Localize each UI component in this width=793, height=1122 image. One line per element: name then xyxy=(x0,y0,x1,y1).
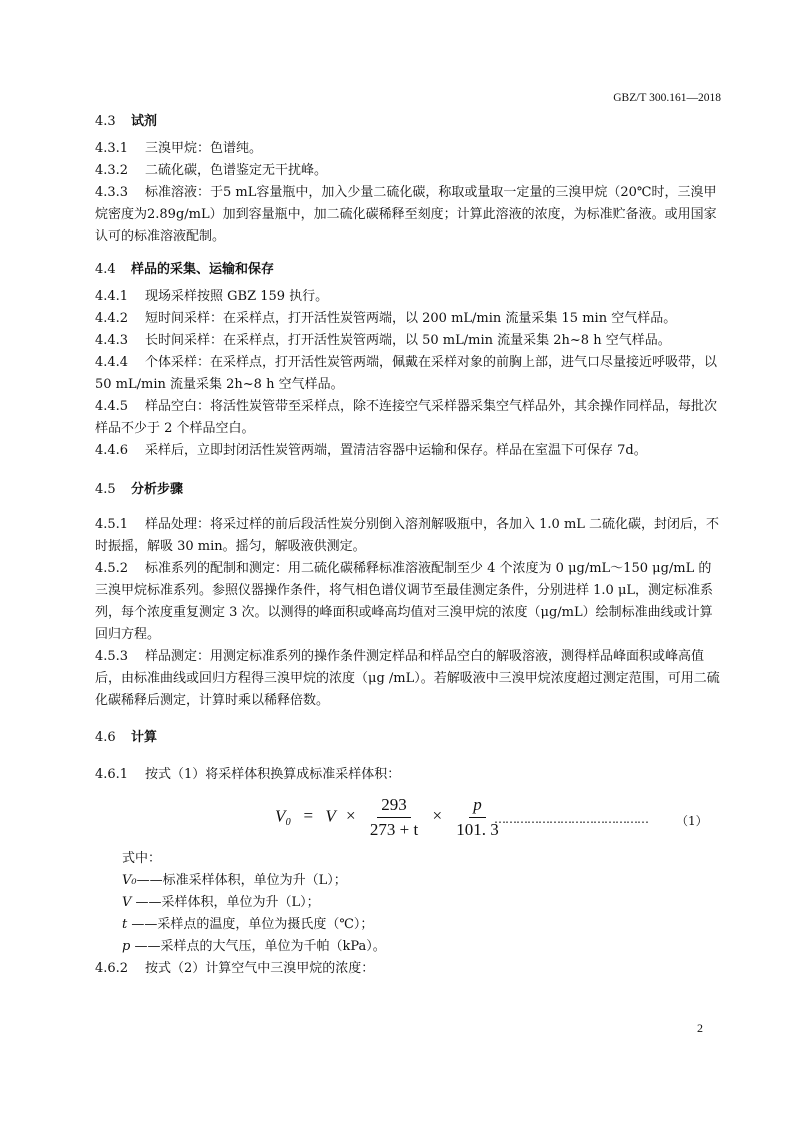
formula-times: × xyxy=(346,806,356,826)
variable-symbol: t xyxy=(122,917,128,932)
formula-volume: V xyxy=(325,806,336,826)
paragraph-4-4-4 xyxy=(95,352,720,396)
clause-text: 按式（2）计算空气中三溴甲烷的浓度： xyxy=(145,961,375,976)
clause-text: 个体采样：在采样点，打开活性炭管两端，佩戴在采样对象的前胸上部，进气口尽量接近呼吸带，以 50 mL/min 流量采集 2h~8 h 空气样品。 xyxy=(95,355,718,392)
section-title: 样品的采集、运输和保存 xyxy=(131,262,275,277)
variable-description: ——标准采样体积，单位为升（L）； xyxy=(136,873,347,888)
clause-number: 4.4.5 xyxy=(95,399,129,414)
clause-number: 4.4.6 xyxy=(95,443,129,458)
section-number: 4.3 xyxy=(95,114,116,129)
variable-p xyxy=(122,936,747,958)
paragraph-4-3-1 xyxy=(95,138,720,160)
formula-leader-dots: …………………………………… xyxy=(494,812,648,826)
clause-number: 4.4.1 xyxy=(95,289,129,304)
variable-v xyxy=(122,892,747,914)
clause-number: 4.5.2 xyxy=(95,561,129,576)
document-code: GBZ/T 300.161—2018 xyxy=(613,92,721,104)
clause-number: 4.3.1 xyxy=(95,141,129,156)
paragraph-4-6-1 xyxy=(95,764,720,786)
section-title: 分析步骤 xyxy=(131,482,184,497)
clause-number: 4.6.2 xyxy=(95,961,129,976)
paragraph-4-4-3 xyxy=(95,330,720,352)
section-number: 4.4 xyxy=(95,262,116,277)
page-number: 2 xyxy=(697,1021,703,1035)
section-heading-4-4 xyxy=(95,258,274,277)
section-title: 计算 xyxy=(131,730,158,745)
clause-text: 标准溶液：于5 mL容量瓶中，加入少量二硫化碳，称取或量取一定量的三溴甲烷（20℃时，三溴甲烷密度为2.89g/mL）加到容量瓶中，加二硫化碳稀释至刻度；计算此溶液的浓度，为标准贮备液。或用国家认可的标准溶液配制。 xyxy=(95,185,717,244)
section-heading-4-5 xyxy=(95,478,183,497)
fraction-numerator: p xyxy=(469,795,486,818)
clause-text: 采样后，立即封闭活性炭管两端，置清洁容器中运输和保存。样品在室温下可保存 7d。 xyxy=(145,443,647,458)
clause-text: 标准系列的配制和测定：用二硫化碳稀释标准溶液配制至少 4 个浓度为 0 μg/mL～150 μg/mL 的三溴甲烷标准系列。参照仪器操作条件，将气相色谱仪调节至最佳测定条件，分别进样 1.0 μL，测定标准系列，每个浓度重复测定 3 次。以测得的峰面积或峰高均值对三溴甲烷的浓度（μg/mL）绘制标准曲线或计算回归方程。 xyxy=(95,561,714,642)
clause-text: 现场采样按照 GBZ 159 执行。 xyxy=(145,289,329,304)
variable-description: ——采样体积，单位为升（L）； xyxy=(131,895,320,910)
section-heading-4-3 xyxy=(95,110,157,129)
variable-symbol: p xyxy=(122,939,131,954)
clause-text: 样品测定：用测定标准系列的操作条件测定样品和样品空白的解吸溶液，测得样品峰面积或峰高值后，由标准曲线或回归方程得三溴甲烷的浓度（μg /mL）。若解吸液中三溴甲烷浓度超过测定范围，可用二硫化碳稀释后测定，计算时乘以稀释倍数。 xyxy=(95,649,720,708)
variable-symbol: V xyxy=(122,895,132,910)
clause-number: 4.5.1 xyxy=(95,517,129,532)
fraction-numerator: 293 xyxy=(377,795,411,818)
paragraph-4-4-5 xyxy=(95,396,720,440)
clause-text: 短时间采样：在采样点，打开活性炭管两端，以 200 mL/min 流量采集 15 min 空气样品。 xyxy=(145,311,677,326)
paragraph-4-5-1 xyxy=(95,514,720,558)
variable-description: ——采样点的大气压，单位为千帕（kPa）。 xyxy=(130,939,386,954)
clause-number: 4.3.2 xyxy=(95,163,129,178)
formula-equation-number: （1） xyxy=(676,814,708,828)
variable-symbol: V₀ xyxy=(122,873,137,888)
formula-lhs: V₀ xyxy=(275,806,292,826)
clause-text: 长时间采样：在采样点，打开活性炭管两端，以 50 mL/min 流量采集 2h~8 h 空气样品。 xyxy=(145,333,671,348)
paragraph-4-6-2 xyxy=(95,958,720,980)
fraction-temperature xyxy=(366,795,422,840)
section-number: 4.5 xyxy=(95,482,116,497)
variable-t xyxy=(122,914,747,936)
variable-description: ——采样点的温度，单位为摄氏度（℃）； xyxy=(127,917,374,932)
clause-number: 4.6.1 xyxy=(95,767,129,782)
clause-number: 4.4.3 xyxy=(95,333,129,348)
clause-number: 4.4.2 xyxy=(95,311,129,326)
formula-equals: = xyxy=(303,806,314,826)
section-number: 4.6 xyxy=(95,730,116,745)
formula-where-label: 式中： xyxy=(122,851,162,866)
variable-v0 xyxy=(122,870,747,892)
paragraph-4-4-6 xyxy=(95,440,720,462)
section-heading-4-6 xyxy=(95,726,157,745)
paragraph-4-4-1 xyxy=(95,286,720,308)
clause-number: 4.4.4 xyxy=(95,355,129,370)
fraction-denominator: 273 + t xyxy=(369,820,419,839)
fraction-denominator: 101. 3 xyxy=(456,820,499,839)
paragraph-4-3-2 xyxy=(95,160,720,182)
formula-1 xyxy=(275,795,503,840)
paragraph-4-5-3 xyxy=(95,646,720,712)
paragraph-4-5-2 xyxy=(95,558,720,646)
paragraph-4-4-2 xyxy=(95,308,720,330)
paragraph-4-3-3 xyxy=(95,182,720,248)
clause-text: 样品空白：将活性炭管带至采样点，除不连接空气采样器采集空气样品外，其余操作同样品，每批次样品不少于 2 个样品空白。 xyxy=(95,399,718,436)
clause-number: 4.5.3 xyxy=(95,649,129,664)
clause-number: 4.3.3 xyxy=(95,185,129,200)
clause-text: 三溴甲烷：色谱纯。 xyxy=(145,141,263,156)
section-title: 试剂 xyxy=(131,114,158,129)
clause-text: 二硫化碳，色谱鉴定无干扰峰。 xyxy=(145,163,328,178)
clause-text: 样品处理：将采过样的前后段活性炭分别倒入溶剂解吸瓶中，各加入 1.0 mL 二硫化碳，封闭后，不时振摇，解吸 30 min。摇匀，解吸液供测定。 xyxy=(95,517,720,554)
formula-times: × xyxy=(432,806,443,826)
clause-text: 按式（1）将采样体积换算成标准采样体积： xyxy=(145,767,401,782)
